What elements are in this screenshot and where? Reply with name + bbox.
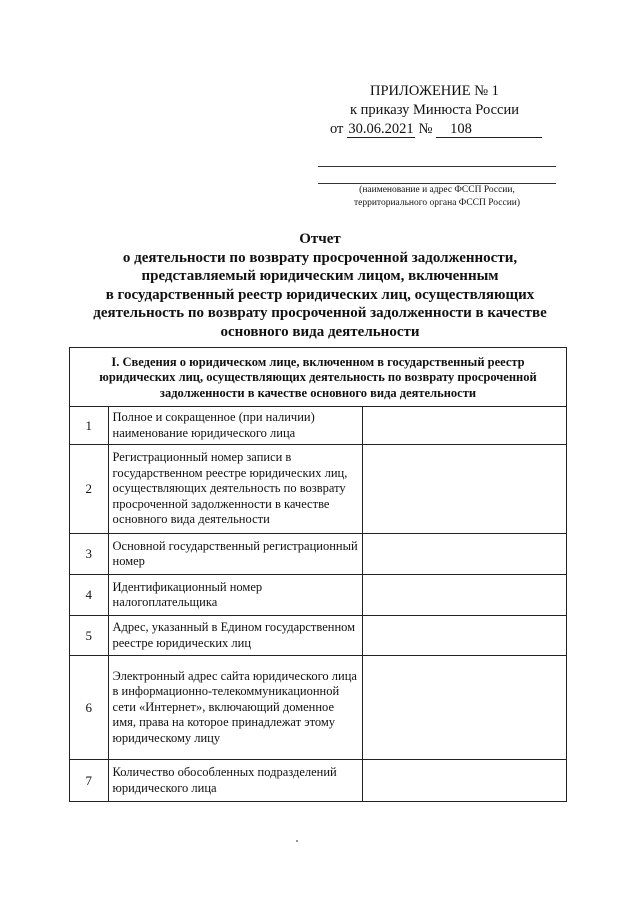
row-label: Основной государственный регистрационный номер [108,534,363,575]
table-row [70,616,567,656]
row-label: Идентификационный номер налогоплательщика [108,575,363,616]
row-label: Электронный адрес сайта юридического лица в информационно-телекоммуникационной сети «Интернет», включающий доменное имя, права на которое принадлежат этому юридическому лицу [108,656,363,760]
row-number: 4 [70,575,109,616]
row-label: Полное и сокращенное (при наличии) наименование юридического лица [108,407,363,445]
appendix-title: ПРИЛОЖЕНИЕ № 1 [370,83,499,99]
row-value-cell[interactable] [363,760,567,802]
row-value-cell[interactable] [363,407,567,445]
report-title-line-3: представляемый юридическим лицом, включенным [141,268,499,284]
row-number: 3 [70,534,109,575]
addressee-caption-line-1: (наименование и адрес ФССП России, [359,185,515,195]
report-title-line-2: о деятельности по возврату просроченной задолженности, [122,249,518,266]
row-label: Адрес, указанный в Едином государственном реестре юридических лиц [108,616,363,656]
table-row [70,407,567,445]
row-value-cell[interactable] [363,575,567,616]
row-value-cell[interactable] [363,534,567,575]
row-value-cell[interactable] [363,445,567,534]
section-header: I. Сведения о юридическом лице, включенном в государственный реестр юридических лиц, осуществляющих деятельность по возврату просроченной задолженности в качестве основного вида деятельности [70,348,567,407]
addressee-caption-line-2: территориального органа ФССП России) [353,198,521,208]
appendix-block [330,82,550,139]
report-title-line-6: основного вида деятельности [220,323,420,340]
row-number: 2 [70,445,109,534]
row-number: 1 [70,407,109,445]
number-prefix: № [418,121,433,137]
table-row [70,656,567,760]
report-title-line-5: деятельность по возврату просроченной задолженности в качестве [93,305,547,321]
report-title-line-4: в государственный реестр юридических лиц, осуществляющих [105,286,535,303]
addressee-caption [318,184,556,210]
table-row [70,445,567,534]
appendix-date-number [330,120,550,139]
report-title [60,230,580,341]
table-row [70,534,567,575]
row-label: Регистрационный номер записи в государственном реестре юридических лиц, осуществляющих деятельность по возврату просроченной задолженности в качестве основного вида деятельности [108,445,363,534]
legal-entity-info-table [69,347,567,802]
row-number: 5 [70,616,109,656]
order-date: 30.06.2021 [348,121,414,137]
row-label: Количество обособленных подразделений юридического лица [108,760,363,802]
date-prefix: от [330,121,344,137]
table-row [70,575,567,616]
row-number: 7 [70,760,109,802]
report-title-line-1: Отчет [299,231,341,247]
row-number: 6 [70,656,109,760]
addressee-line-1 [318,166,556,167]
row-value-cell[interactable] [363,656,567,760]
scan-speck [296,840,298,842]
order-number: 108 [436,122,542,138]
table-row [70,760,567,802]
row-value-cell[interactable] [363,616,567,656]
appendix-order-reference: к приказу Минюста России [350,102,519,118]
